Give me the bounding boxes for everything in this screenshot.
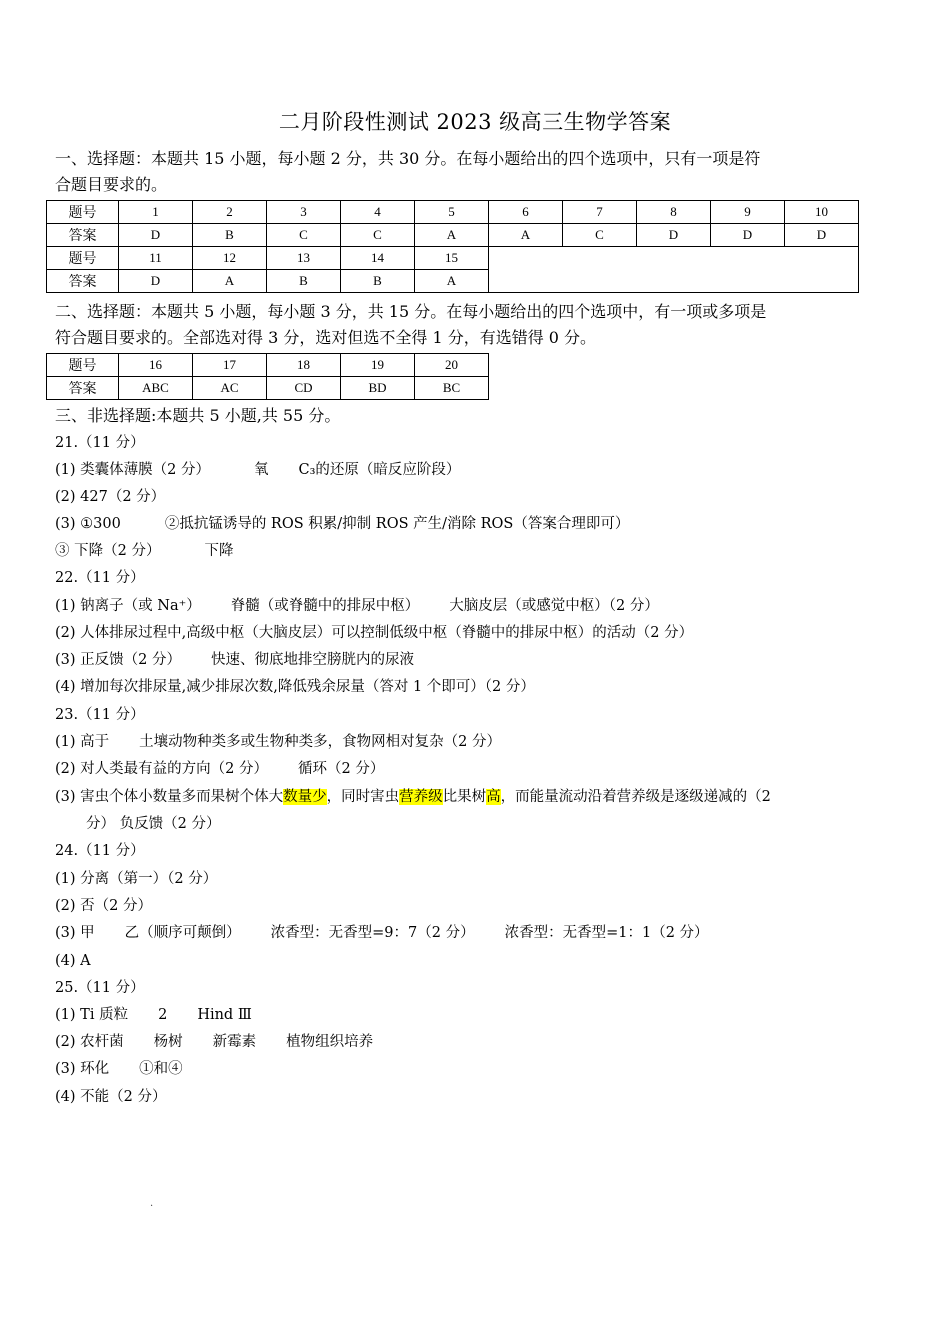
table-label-question: 题号	[47, 354, 119, 377]
table-cell-a9: D	[711, 224, 785, 247]
q25-3-b: ①和④	[139, 1061, 183, 1077]
table-cell-q3: 3	[267, 201, 341, 224]
q21-1-a: (1) 类囊体薄膜（2 分）	[55, 462, 210, 478]
q25-line1	[55, 1005, 252, 1025]
q23-3-p4: ，而能量流动沿着营养级是逐级递减的（2	[500, 789, 771, 805]
q23-title: 23.（11 分）	[55, 707, 145, 723]
q21-line3	[55, 514, 629, 534]
section3-heading: 三、非选择题:本题共 5 小题,共 55 分。	[55, 406, 341, 425]
section1-heading-line1: 一、选择题：本题共 15 小题，每小题 2 分，共 30 分。在每小题给出的四个选项中，只有一项是符	[55, 149, 761, 168]
q24-line1: (1) 分离（第一）（2 分）	[55, 871, 218, 887]
table-cell-a4: C	[341, 224, 415, 247]
q23-line4: 分） 负反馈（2 分）	[86, 816, 221, 832]
table-cell-q6: 6	[489, 201, 563, 224]
table-cell-a2: B	[193, 224, 267, 247]
table-label-answer: 答案	[47, 377, 119, 400]
q25-1-a: (1) Ti 质粒	[55, 1007, 129, 1023]
q22-1-b: 脊髓（或脊髓中的排尿中枢）	[230, 598, 420, 614]
table-cell-a15: A	[415, 270, 489, 293]
q23-1-b: 土壤动物种类多或生物种类多，食物网相对复杂（2 分）	[139, 734, 501, 750]
q25-line3	[55, 1059, 183, 1079]
q21-title: 21.（11 分）	[55, 435, 145, 451]
q25-2-c: 新霉素	[212, 1034, 257, 1050]
q23-line1	[55, 732, 501, 752]
q23-2-b: 循环（2 分）	[297, 761, 385, 777]
q25-title: 25.（11 分）	[55, 980, 145, 996]
q22-line1	[55, 596, 659, 616]
table-blank-area	[489, 247, 859, 293]
table-cell-q14: 14	[341, 247, 415, 270]
table1-question-row-2	[47, 247, 859, 270]
table-cell-q5: 5	[415, 201, 489, 224]
q22-3-b: 快速、彻底地排空膀胱内的尿液	[210, 652, 414, 668]
q25-3-a: (3) 环化	[55, 1061, 110, 1077]
q21-3-a: (3) ①300	[55, 516, 121, 532]
q24-line2: (2) 否（2 分）	[55, 898, 152, 914]
table-cell-a7: C	[563, 224, 637, 247]
q25-line2	[55, 1032, 373, 1052]
section2-heading	[55, 299, 855, 351]
q22-1-a: (1) 钠离子（或 Na⁺）	[55, 598, 201, 614]
table2-answer-row	[47, 377, 489, 400]
table-cell-q9: 9	[711, 201, 785, 224]
table-cell-q17: 17	[193, 354, 267, 377]
q24-line4: (4) A	[55, 953, 91, 969]
q21-line4	[55, 541, 233, 561]
q24-line3	[55, 923, 709, 943]
table-cell-a11: D	[119, 270, 193, 293]
page-title: 二月阶段性测试 2023 级高三生物学答案	[278, 110, 672, 134]
q22-line3	[55, 650, 414, 670]
table-cell-q1: 1	[119, 201, 193, 224]
table-cell-a17: AC	[193, 377, 267, 400]
table-cell-q18: 18	[267, 354, 341, 377]
table-label-question: 题号	[47, 201, 119, 224]
q25-1-c: Hind Ⅲ	[197, 1007, 252, 1023]
q24-3-d: 浓香型：无香型=1：1（2 分）	[504, 925, 709, 941]
q25-2-d: 植物组织培养	[286, 1034, 374, 1050]
q23-1-a: (1) 高于	[55, 734, 110, 750]
q22-3-a: (3) 正反馈（2 分）	[55, 652, 181, 668]
section1-heading	[55, 146, 855, 198]
table-cell-a5: A	[415, 224, 489, 247]
q23-3-p2: ，同时害虫	[326, 789, 400, 805]
table-cell-q19: 19	[341, 354, 415, 377]
table-cell-q10: 10	[785, 201, 859, 224]
section1-heading-line2: 合题目要求的。	[55, 175, 168, 194]
q21-line2: (2) 427（2 分）	[55, 489, 166, 505]
q23-3-p3: 比果树	[442, 789, 487, 805]
q24-3-a: (3) 甲	[55, 925, 95, 941]
q24-3-b: 乙（顺序可颠倒）	[124, 925, 241, 941]
table-cell-q16: 16	[119, 354, 193, 377]
table-cell-q7: 7	[563, 201, 637, 224]
highlight-quantity: 数量少	[283, 789, 327, 805]
q25-2-b: 杨树	[153, 1034, 183, 1050]
q25-2-a: (2) 农杆菌	[55, 1034, 124, 1050]
highlight-trophic-level: 营养级	[399, 789, 443, 805]
table1-question-row-1	[47, 201, 859, 224]
answer-table-2	[46, 353, 489, 400]
table-cell-q8: 8	[637, 201, 711, 224]
table-cell-a13: B	[267, 270, 341, 293]
q22-title: 22.（11 分）	[55, 570, 145, 586]
table1-answer-row-1	[47, 224, 859, 247]
q22-line4: (4) 增加每次排尿量,减少排尿次数,降低残余尿量（答对 1 个即可）（2 分）	[55, 679, 535, 695]
table-cell-a8: D	[637, 224, 711, 247]
table-label-answer: 答案	[47, 224, 119, 247]
q21-1-c: C₃的还原（暗反应阶段）	[298, 462, 461, 478]
q23-line2	[55, 759, 384, 779]
table-cell-a19: BD	[341, 377, 415, 400]
q21-line1	[55, 460, 460, 480]
table-cell-q4: 4	[341, 201, 415, 224]
table-cell-a16: ABC	[119, 377, 193, 400]
q21-4-a: ③ 下降（2 分）	[55, 543, 161, 559]
table-cell-a10: D	[785, 224, 859, 247]
table-label-answer: 答案	[47, 270, 119, 293]
q21-1-b: 氧	[253, 462, 269, 478]
table-cell-a20: BC	[415, 377, 489, 400]
q23-line3	[55, 787, 771, 807]
table-cell-a14: B	[341, 270, 415, 293]
q22-line2: (2) 人体排尿过程中,高级中枢（大脑皮层）可以控制低级中枢（脊髓中的排尿中枢）的活动（2 分）	[55, 625, 694, 641]
table-cell-a3: C	[267, 224, 341, 247]
q21-3-b: ②抵抗锰诱导的 ROS 积累/抑制 ROS 产生/消除 ROS（答案合理即可）	[164, 516, 630, 532]
table-label-question: 题号	[47, 247, 119, 270]
q24-title: 24.（11 分）	[55, 843, 145, 859]
table-cell-a12: A	[193, 270, 267, 293]
table-cell-q2: 2	[193, 201, 267, 224]
table-cell-q20: 20	[415, 354, 489, 377]
table-cell-q13: 13	[267, 247, 341, 270]
table-cell-q12: 12	[193, 247, 267, 270]
table-cell-q15: 15	[415, 247, 489, 270]
q24-3-c: 浓香型：无香型=9：7（2 分）	[270, 925, 475, 941]
answer-table-1	[46, 200, 859, 293]
table-cell-q11: 11	[119, 247, 193, 270]
q25-line4: (4) 不能（2 分）	[55, 1089, 167, 1105]
highlight-high: 高	[486, 789, 501, 805]
footer-mark: .	[150, 1198, 154, 1209]
q22-1-c: 大脑皮层（或感觉中枢）（2 分）	[449, 598, 659, 614]
section2-heading-line2: 符合题目要求的。全部选对得 3 分，选对但选不全得 1 分，有选错得 0 分。	[55, 328, 597, 347]
section2-heading-line1: 二、选择题：本题共 5 小题，每小题 3 分，共 15 分。在每小题给出的四个选项中，有一项或多项是	[55, 302, 767, 321]
table-cell-a18: CD	[267, 377, 341, 400]
q21-4-b: 下降	[204, 543, 234, 559]
q23-3-p1: (3) 害虫个体小数量多而果树个体大	[55, 789, 284, 805]
table-cell-a6: A	[489, 224, 563, 247]
table-cell-a1: D	[119, 224, 193, 247]
q23-2-a: (2) 对人类最有益的方向（2 分）	[55, 761, 268, 777]
table2-question-row	[47, 354, 489, 377]
q25-1-b: 2	[158, 1007, 168, 1023]
